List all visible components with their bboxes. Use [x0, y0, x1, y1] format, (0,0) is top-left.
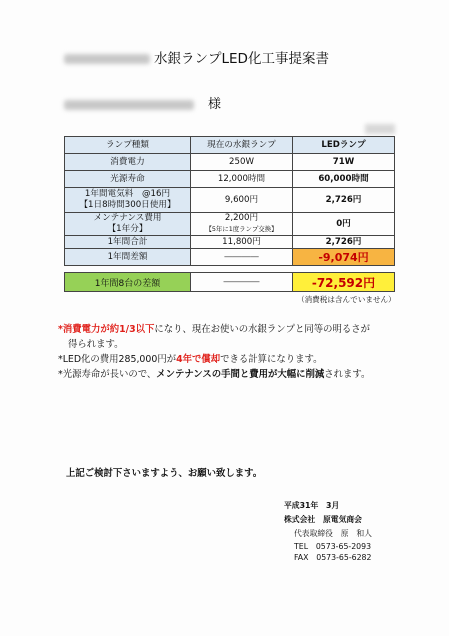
header-lamp-type: ランプ種類	[65, 137, 191, 154]
redacted-mark	[365, 124, 395, 134]
addressee-line: 様	[64, 93, 221, 112]
signature-date: 平成31年 3月	[284, 501, 340, 510]
comparison-table	[64, 136, 395, 266]
header-current-lamp: 現在の水銀ランプ	[191, 137, 293, 154]
table-row: 1年間合計 11,800円 2,726円	[65, 236, 395, 249]
tax-note: （消費税は含んでいません）	[297, 295, 396, 304]
note-3: *光源寿命が長いので、メンテナンスの手間と費用が大幅に削減されます。	[58, 369, 371, 380]
table-row: メンテナンス費用 【1年分】 2,200円 【5年に1度ランプ交換】 0円	[65, 213, 395, 236]
table-row: 消費電力 250W 71W	[65, 154, 395, 171]
signature-block	[284, 499, 372, 563]
note-1-cont: 得られます。	[68, 339, 124, 350]
notes-section	[58, 322, 398, 382]
representative: 代表取締役 原 和人	[294, 529, 372, 538]
table-header-row	[65, 137, 395, 154]
redacted-addressee	[64, 100, 194, 110]
table-row: 1年間8台の差額 ―――― -72,592円	[65, 273, 395, 292]
header-led-lamp: LEDランプ	[293, 137, 395, 154]
note-1: *消費電力が約1/3以下になり、現在お使いの水銀ランプと同等の明るさが	[58, 324, 371, 335]
table-row: 1年間差額 ―――― -9,074円	[65, 249, 395, 266]
table-row: 1年間電気料 @16円 【1日8時間300日使用】 9,600円 2,726円	[65, 188, 395, 213]
eight-unit-difference-value: -72,592円	[293, 273, 395, 292]
eight-unit-difference-table	[64, 272, 395, 292]
fax-number: FAX 0573-65-6282	[294, 553, 372, 562]
tel-number: TEL 0573-65-2093	[294, 542, 372, 551]
document-title: 水銀ランプLED化工事提案書	[64, 47, 329, 67]
redacted-customer-name	[64, 54, 150, 64]
table-row: 光源寿命 12,000時間 60,000時間	[65, 171, 395, 188]
note-2: *LED化の費用285,000円が4年で償却できる計算になります。	[58, 354, 323, 365]
company-name: 株式会社 原電気商会	[284, 515, 362, 524]
closing-text: 上記ご検討下さいますよう、お願い致します。	[66, 468, 263, 479]
annual-difference-value: -9,074円	[293, 249, 395, 266]
